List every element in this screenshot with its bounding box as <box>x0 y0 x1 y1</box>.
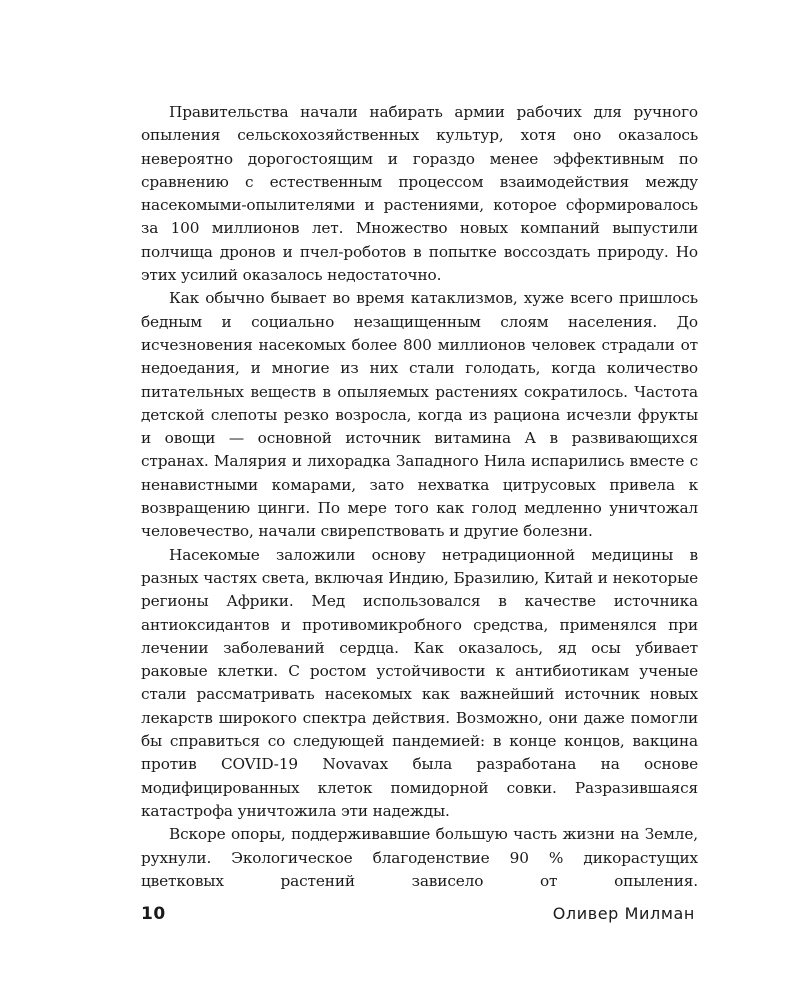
paragraph: Насекомые заложили основу нетрадиционной медицины в разных частях света, включая Индию, Бразилию, Китай и некоторые регионы Африки. Мед использовался в качестве источника антиоксидантов и противомикробного средства, применялся при лечении заболеваний сердца. Как оказалось, яд осы убивает раковые клетки. С ростом устойчивости к антибиотикам ученые стали рассматривать насекомых как важнейший источник новых лекарств широкого спектра действия. Возможно, они даже помогли бы справиться со следующей пандемией: в конце концов, вакцина против COVID-19 Novavax была разработана на основе модифицированных клеток помидорной совки. Разразившаяся катастрофа уничтожила эти надежды. <box>141 545 698 820</box>
page-number: 10 <box>141 904 166 924</box>
page-footer <box>141 904 695 934</box>
paragraph: Вскоре опоры, поддерживавшие большую часть жизни на Земле, рухнули. Экологическое благоденствие 90 % дикорастущих цветковых растений зависело от опыления. <box>141 825 698 890</box>
paragraph: Правительства начали набирать армии рабочих для ручного опыления сельскохозяйственных культур, хотя оно оказалось невероятно дорогостоящим и гораздо менее эффективным по сравнению с естественным процессом взаимодействия между насекомыми-опылителями и растениями, которое сформировалось за 100 миллионов лет. Множество новых компаний выпустили полчища дронов и пчел-роботов в попытке воссоздать природу. Но этих усилий оказалось недостаточно. <box>141 103 698 285</box>
page-body <box>141 101 698 893</box>
paragraph: Как обычно бывает во время катаклизмов, хуже всего пришлось бедным и социально незащищенным слоям населения. До исчезновения насекомых более 800 миллионов человек страдали от недоедания, и многие из них стали голодать, когда количество питательных веществ в опыляемых растениях сократилось. Частота детской слепоты резко возросла, когда из рациона исчезли фрукты и овощи — основной источник витамина А в развивающихся странах. Малярия и лихорадка Западного Нила испарились вместе с ненавистными комарами, зато нехватка цитрусовых привела к возвращению цинги. По мере того как голод медленно уничтожал человечество, начали свирепствовать и другие болезни. <box>141 289 698 541</box>
running-footer-author: Оливер Милман <box>552 904 695 923</box>
